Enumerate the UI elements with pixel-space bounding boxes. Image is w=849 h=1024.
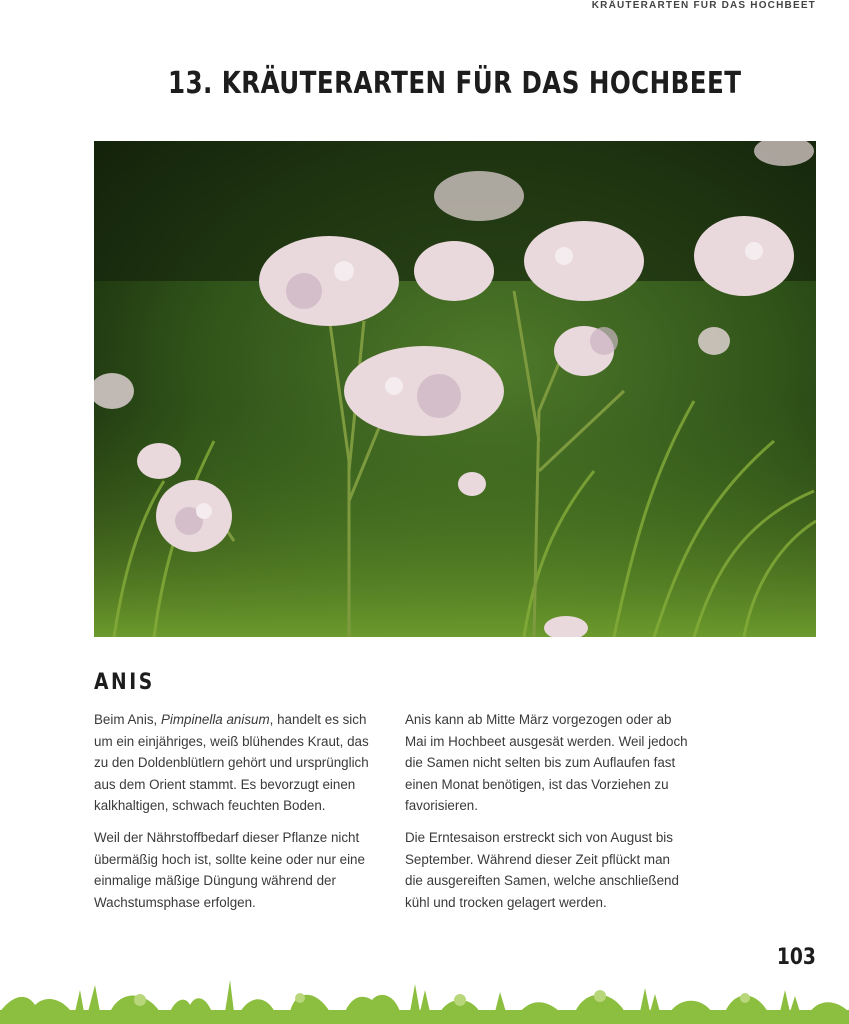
- paragraph: Anis kann ab Mitte März vorgezogen oder ab Mai im Hochbeet ausgesät werden. Weil jedoch die Samen nicht selten bis zum Auflaufen fast einen Monat benötigen, ist das Vorziehen zu favorisieren.: [405, 712, 688, 814]
- page-number: 103: [776, 945, 816, 970]
- section-heading-anis: ANIS: [94, 670, 155, 695]
- text-column-left: [94, 709, 380, 923]
- text-column-right: [405, 709, 691, 923]
- paragraph-text: , handelt es sich um ein einjähriges, weiß blühendes Kraut, das zu den Doldenblütlern gehört und ursprünglich aus dem Orient stammt. Es bevorzugt einen kalkhaltigen, schwach feuchten Boden.: [94, 712, 369, 814]
- paragraph-text: Beim Anis,: [94, 712, 161, 727]
- running-head: KRÄUTERARTEN FÜR DAS HOCHBEET: [591, 0, 816, 11]
- valerian-flowers-photo: [94, 141, 816, 637]
- plants-silhouette-border: [0, 960, 849, 1024]
- paragraph: Weil der Nährstoffbedarf dieser Pflanze nicht übermäßig hoch ist, sollte keine oder nur eine einmalige mäßige Düngung während der Wachstumsphase erfolgen.: [94, 829, 365, 910]
- paragraph: Die Erntesaison erstreckt sich von August bis September. Während dieser Zeit pflückt man die ausgereiften Samen, welche anschließend kühl und trocken gelagert werden.: [405, 829, 679, 910]
- latin-name: Pimpinella anisum: [160, 712, 270, 727]
- paragraph: [94, 709, 380, 817]
- chapter-title: 13. KRÄUTERARTEN FÜR DAS HOCHBEET: [168, 66, 742, 101]
